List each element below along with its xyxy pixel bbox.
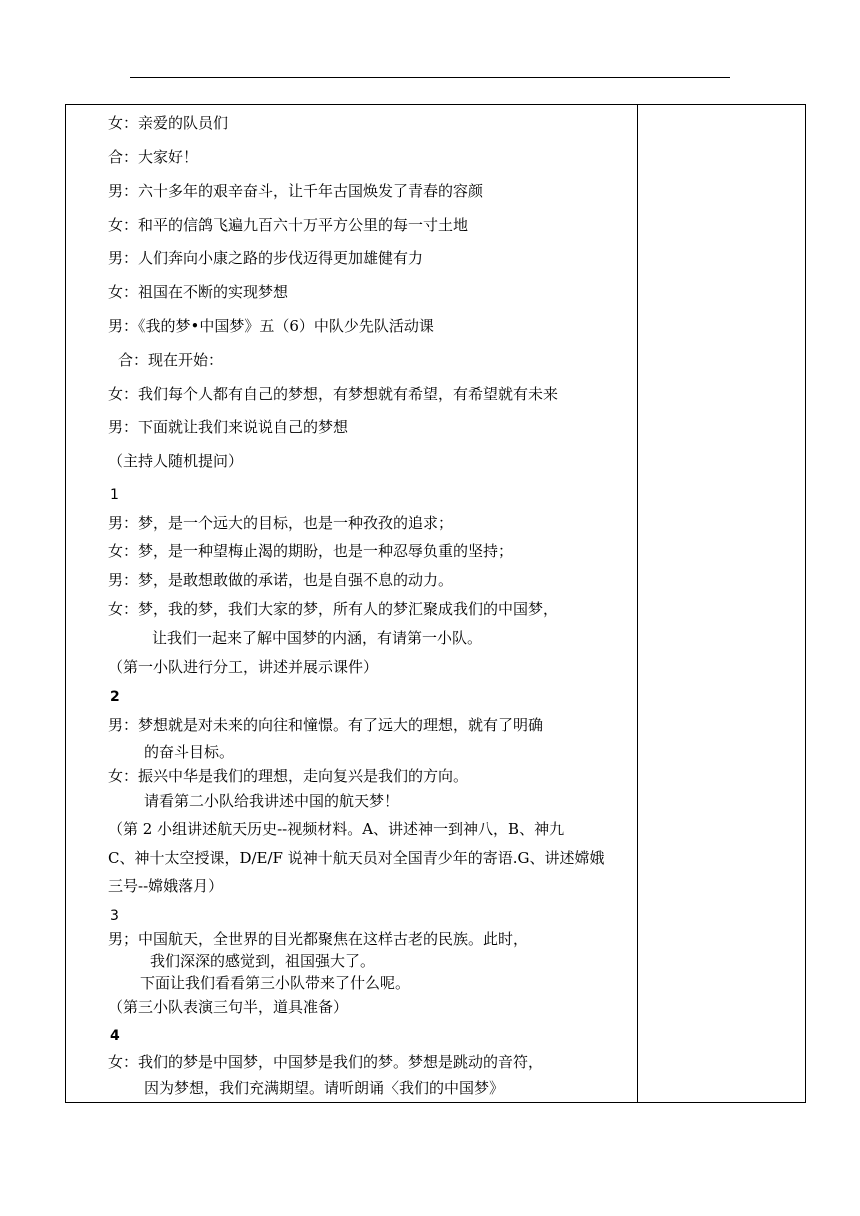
section-number: 3: [110, 908, 119, 924]
stage-direction: 三号--嫦娥落月）: [108, 877, 224, 895]
script-line: 男：六十多年的艰辛奋斗，让千年古国焕发了青春的容颜: [108, 182, 484, 200]
script-line: 男：梦，是一个远大的目标，也是一种孜孜的追求；: [108, 514, 454, 532]
script-line: 女：梦，我的梦，我们大家的梦，所有人的梦汇聚成我们的中国梦，: [108, 600, 559, 618]
script-line: 让我们一起来了解中国梦的内涵，有请第一小队。: [152, 629, 483, 647]
script-line: 合：现在开始：: [118, 351, 224, 369]
script-line: 我们深深的感觉到，祖国强大了。: [150, 952, 376, 970]
script-line: 男：梦，是敢想敢做的承诺，也是自强不息的动力。: [108, 571, 454, 589]
stage-direction: （第三小队表演三句半，道具准备）: [108, 998, 349, 1016]
section-number: 1: [110, 487, 119, 503]
script-line: 女：我们每个人都有自己的梦想，有梦想就有希望，有希望就有未来: [108, 385, 559, 403]
script-line: 男：《我的梦•中国梦》五（6）中队少先队活动课: [108, 317, 434, 335]
script-line: 男：梦想就是对未来的向往和憧憬。有了远大的理想，就有了明确: [108, 716, 544, 734]
section-number: 4: [110, 1028, 120, 1044]
stage-direction: C、神十太空授课，D/E/F 说神十航天员对全国青少年的寄语.G、讲述嫦娥: [108, 849, 605, 867]
script-line: 女：祖国在不断的实现梦想: [108, 283, 289, 301]
script-line: 女：亲爱的队员们: [108, 114, 229, 132]
script-line: 因为梦想，我们充满期望。请听朗诵〈我们的中国梦》: [144, 1079, 505, 1097]
document-table: [65, 104, 806, 1103]
stage-direction: （第一小队进行分工，讲述并展示课件）: [108, 658, 379, 676]
stage-direction: （第 2 小组讲述航天历史--视频材料。A、讲述神一到神八，B、神九: [108, 820, 565, 838]
header-rule: [130, 77, 730, 78]
script-line: 女：和平的信鸽飞遍九百六十万平方公里的每一寸土地: [108, 216, 469, 234]
script-line: 女：我们的梦是中国梦，中国梦是我们的梦。梦想是跳动的音符，: [108, 1053, 544, 1071]
script-line: 女：振兴中华是我们的理想，走向复兴是我们的方向。: [108, 767, 469, 785]
script-line: 男：下面就让我们来说说自己的梦想: [108, 418, 349, 436]
stage-direction: （主持人随机提问）: [108, 452, 244, 470]
script-line: 的奋斗目标。: [144, 743, 235, 761]
script-line: 请看第二小队给我讲述中国的航天梦！: [144, 792, 400, 810]
script-line: 合：大家好！: [108, 148, 199, 166]
column-divider: [637, 105, 638, 1102]
script-line: 女：梦，是一种望梅止渴的期盼，也是一种忍辱负重的坚持；: [108, 542, 514, 560]
section-number: 2: [110, 689, 120, 705]
script-line: 下面让我们看看第三小队带来了什么呢。: [140, 974, 411, 992]
script-line: 男；中国航天，全世界的目光都聚焦在这样古老的民族。此时，: [108, 930, 529, 948]
script-line: 男：人们奔向小康之路的步伐迈得更加雄健有力: [108, 249, 424, 267]
